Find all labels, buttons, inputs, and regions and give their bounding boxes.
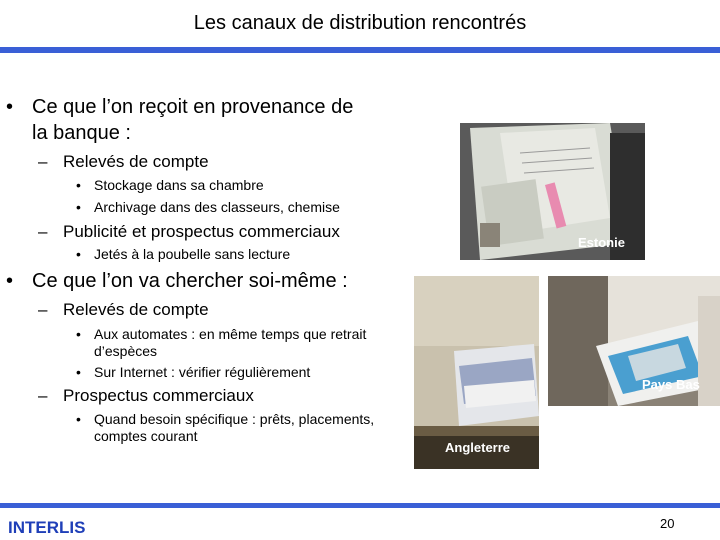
bullet-marker: • <box>6 270 14 292</box>
dash-marker: – <box>38 386 48 405</box>
item-specific-need-cont: comptes courant <box>94 428 198 444</box>
bullet-marker: • <box>76 246 81 262</box>
caption-angleterre: Angleterre <box>445 440 511 455</box>
sub-statements-2: Relevés de compte <box>63 300 209 319</box>
item-atm: Aux automates : en même temps que retrait <box>94 326 367 342</box>
bullet-marker: • <box>76 364 81 380</box>
slide-title: Les canaux de distribution rencontrés <box>193 12 527 34</box>
item-thrown-away: Jetés à la poubelle sans lecture <box>94 246 291 262</box>
bullet-marker: • <box>76 199 81 215</box>
bullet-self-fetch: Ce que l’on va chercher soi-même : <box>32 270 348 292</box>
footer-brand: INTERLIS <box>8 518 86 537</box>
item-internet: Sur Internet : vérifier régulièrement <box>94 364 311 380</box>
dash-marker: – <box>38 222 48 241</box>
item-storage: Stockage dans sa chambre <box>94 177 264 193</box>
bullet-marker: • <box>6 96 14 118</box>
caption-estonie: Estonie <box>578 235 625 250</box>
bullet-received-cont: la banque : <box>32 122 131 144</box>
page-number: 20 <box>660 516 675 531</box>
caption-pays-bas: Pays Bas <box>642 377 700 392</box>
bullet-marker: • <box>76 177 81 193</box>
bullet-marker: • <box>76 326 81 342</box>
item-atm-cont: d’espèces <box>94 343 158 359</box>
title-underline <box>0 47 720 53</box>
dash-marker: – <box>38 152 48 171</box>
footer-rule <box>0 503 720 508</box>
bullet-marker: • <box>76 411 81 427</box>
dash-marker: – <box>38 300 48 319</box>
item-archiving: Archivage dans des classeurs, chemise <box>94 199 340 215</box>
bullet-received: Ce que l’on reçoit en provenance de <box>32 96 354 118</box>
sub-advertising: Publicité et prospectus commerciaux <box>63 222 340 241</box>
sub-statements: Relevés de compte <box>63 152 209 171</box>
item-specific-need: Quand besoin spécifique : prêts, placements, <box>94 411 375 427</box>
sub-prospectus: Prospectus commerciaux <box>63 386 254 405</box>
